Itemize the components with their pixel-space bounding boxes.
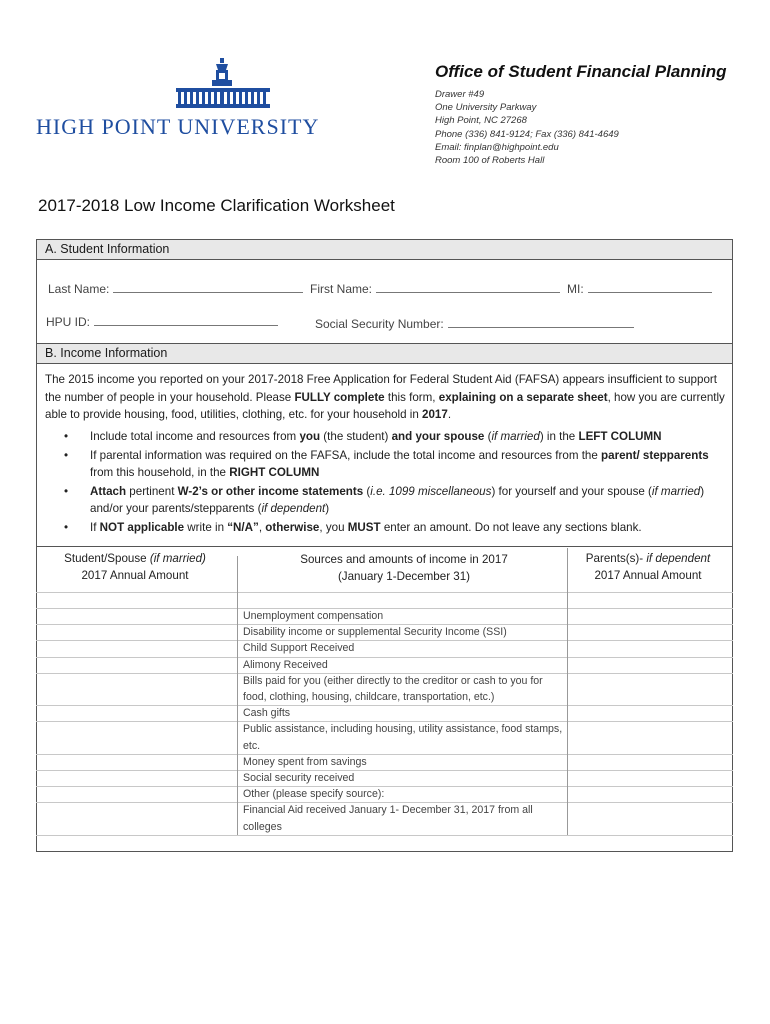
table-row-divider (36, 835, 733, 836)
bullet-item: • Attach pertinent W-2’s or other income statements (i.e. 1099 miscellaneous) for yourself and your spouse (if married) and/or your parents/stepparents (if dependent) (58, 483, 718, 518)
student-amount-cell[interactable] (37, 640, 237, 656)
parent-amount-cell[interactable] (568, 657, 732, 673)
parent-amount-cell[interactable] (568, 786, 732, 802)
student-amount-cell[interactable] (37, 721, 237, 753)
university-wordmark (36, 114, 412, 140)
right-column-header: Parents(s)- if dependent 2017 Annual Amount (585, 552, 711, 582)
address-line: Drawer #49 (435, 89, 485, 100)
ssn-input-line[interactable] (448, 316, 634, 328)
student-amount-cell[interactable] (37, 657, 237, 673)
student-amount-cell[interactable] (37, 673, 237, 705)
hpu-id-field[interactable] (46, 314, 278, 329)
income-source-label: Unemployment compensation (243, 610, 384, 622)
first-name-field[interactable] (310, 281, 560, 296)
income-source-label: Financial Aid received January 1- December 31, 2017 from all colleges (243, 804, 533, 833)
income-instructions-paragraph: The 2015 income you reported on your 2017-2018 Free Application for Federal Student Aid (FAFSA) appears insufficient to support the number of people in your household. Please FULLY complete this form, explaining on a separate sheet, how you are currently able to provide housing, food, utilities, clothing, etc. for your household in 2017. (45, 373, 725, 421)
income-source-label: Public assistance, including housing, utility assistance, food stamps, etc. (243, 723, 563, 752)
student-amount-cell[interactable] (37, 705, 237, 721)
email-line: Email: finplan@highpoint.edu (435, 141, 559, 153)
bullet-item: • If parental information was required on the FAFSA, include the total income and resources from the parent/ stepparents from this household, in the RIGHT COLUMN (58, 447, 718, 482)
income-source-label: Child Support Received (243, 642, 355, 655)
parent-amount-cell[interactable] (568, 770, 732, 786)
student-amount-cell[interactable] (37, 786, 237, 802)
bullet-item: • If NOT applicable write in “N/A”, otherwise, you MUST enter an amount. Do not leave any sections blank. (58, 519, 718, 537)
building-logo-icon (176, 58, 270, 108)
parent-amount-cell[interactable] (568, 673, 732, 705)
first-name-input-line[interactable] (376, 281, 560, 293)
parent-amount-cell[interactable] (568, 705, 732, 721)
university-name: HIGH POINT UNIVERSITY (36, 114, 320, 139)
first-name-label: First Name: (310, 282, 373, 296)
income-source-label: Alimony Received (243, 658, 328, 671)
parent-amount-cell[interactable] (568, 754, 732, 770)
header-divider-left (237, 556, 238, 596)
office-title: Office of Student Financial Planning (435, 62, 727, 81)
income-source-label: Disability income or supplemental Security Income (SSI) (243, 626, 507, 639)
left-column-header: Student/Spouse (if married) 2017 Annual Amount (64, 552, 206, 582)
office-contact-block (435, 62, 755, 167)
student-amount-cell[interactable] (37, 802, 237, 834)
bullet-item: • Include total income and resources from you (the student) and your spouse (if married) in the LEFT COLUMN (58, 428, 718, 446)
document-title: 2017-2018 Low Income Clarification Worksheet (38, 196, 395, 215)
parent-amount-cell[interactable] (568, 802, 732, 834)
table-row-divider (36, 592, 733, 593)
parent-amount-cell[interactable] (568, 624, 732, 640)
room-line: Room 100 of Roberts Hall (435, 155, 545, 167)
table-column-divider (237, 592, 238, 835)
ssn-field[interactable] (315, 316, 634, 331)
university-logo (36, 58, 412, 148)
middle-column-header: Sources and amounts of income in 2017 (January 1-December 31) (300, 553, 508, 583)
student-amount-cell[interactable] (37, 770, 237, 786)
parent-amount-cell[interactable] (568, 721, 732, 753)
address-line: High Point, NC 27268 (435, 115, 527, 127)
student-amount-cell[interactable] (37, 624, 237, 640)
hpu-id-label: HPU ID: (46, 315, 91, 329)
mi-input-line[interactable] (588, 281, 712, 293)
income-source-label: Cash gifts (243, 707, 291, 720)
student-amount-cell[interactable] (37, 608, 237, 624)
income-source-label: Money spent from savings (243, 755, 367, 768)
section-b-header: B. Income Information (36, 343, 733, 364)
table-column-divider (567, 592, 568, 835)
income-source-label: Other (please specify source): (243, 788, 385, 801)
header-divider-right (567, 548, 568, 596)
income-source-label: Bills paid for you (either directly to the creditor or cash to you for food, clothing, housing, childcare, transportation, etc.) (243, 674, 543, 703)
table-top-border (36, 546, 733, 547)
last-name-field[interactable] (48, 281, 303, 296)
phone-fax-line: Phone (336) 841-9124; Fax (336) 841-4649 (435, 128, 619, 140)
instruction-bullets (58, 428, 718, 537)
parent-amount-cell[interactable] (568, 640, 732, 656)
mi-field[interactable] (567, 281, 712, 296)
income-source-label: Social security received (243, 772, 355, 784)
parent-amount-cell[interactable] (568, 608, 732, 624)
section-a-header: A. Student Information (36, 239, 733, 260)
ssn-label: Social Security Number: (315, 317, 444, 331)
address-line: One University Parkway (435, 102, 537, 114)
last-name-label: Last Name: (48, 282, 110, 296)
last-name-input-line[interactable] (113, 281, 303, 293)
hpu-id-input-line[interactable] (94, 314, 278, 326)
student-amount-cell[interactable] (37, 754, 237, 770)
mi-label: MI: (567, 282, 584, 296)
